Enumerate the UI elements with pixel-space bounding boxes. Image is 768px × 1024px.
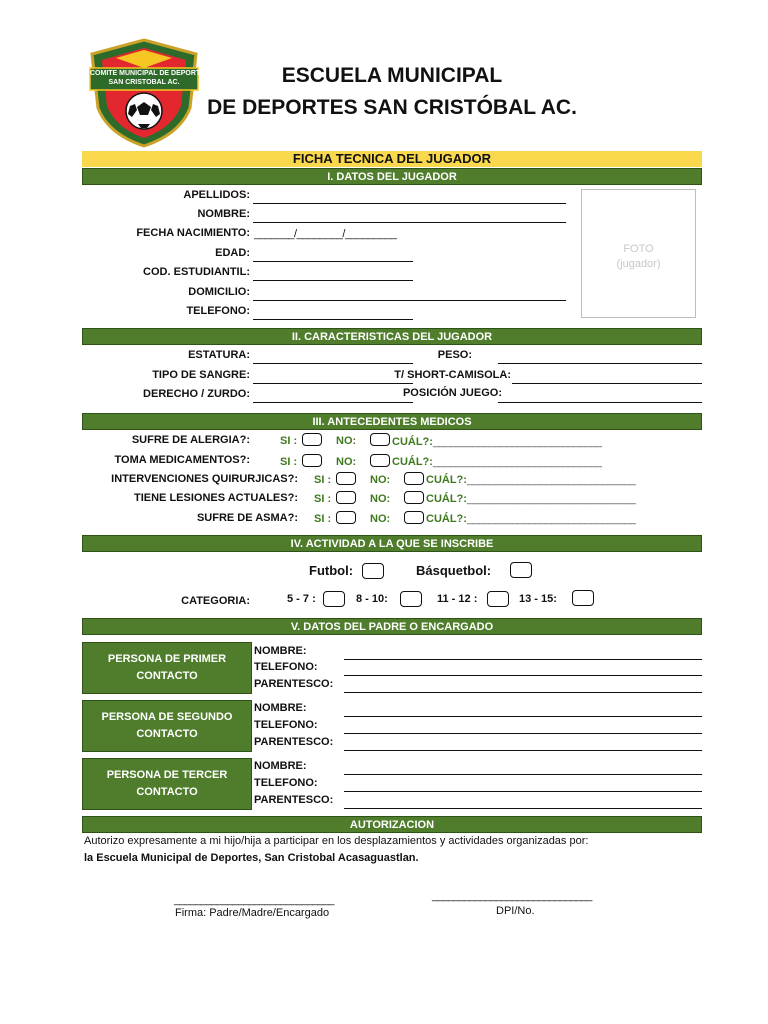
categoria-8-10-label: 8 - 10: — [356, 593, 388, 605]
lesiones-no-label: NO: — [370, 493, 391, 505]
intervenciones-cual-field[interactable]: ______________________________ — [467, 474, 636, 486]
estatura-label: ESTATURA: — [188, 349, 250, 361]
intervenciones-no-checkbox[interactable] — [404, 472, 424, 485]
contact-2-subtitle: CONTACTO — [136, 728, 198, 740]
contact-2-title: PERSONA DE SEGUNDO — [101, 711, 233, 723]
categoria-13-15-label: 13 - 15: — [519, 593, 557, 605]
contact-1-box — [82, 642, 252, 694]
estatura-field[interactable] — [253, 363, 413, 364]
short-camisola-label: T/ SHORT-CAMISOLA: — [394, 369, 511, 381]
photo-box-label: FOTO — [623, 243, 654, 255]
contact-1-subtitle: CONTACTO — [136, 670, 198, 682]
cod-estudiantil-label: COD. ESTUDIANTIL: — [143, 266, 250, 278]
contact-3-title: PERSONA DE TERCER — [106, 769, 228, 781]
dpi-line[interactable]: ______________________________ — [432, 890, 592, 902]
nombre-field[interactable] — [253, 222, 566, 223]
posicion-juego-label: POSICIÓN JUEGO: — [402, 387, 502, 399]
peso-label: PESO: — [437, 349, 472, 361]
alergia-question: SUFRE DE ALERGIA?: — [131, 434, 250, 446]
contact-1-parentesco-label: PARENTESCO: — [254, 678, 334, 690]
telefono-field[interactable] — [253, 319, 413, 320]
autorizacion-institution: la Escuela Municipal de Deportes, San Cristobal Acasaguastlan. — [84, 852, 419, 864]
alergia-no-label: NO: — [336, 435, 357, 447]
categoria-13-15-checkbox[interactable] — [572, 590, 594, 606]
contact-3-telefono-field[interactable] — [344, 791, 702, 792]
contact-3-box — [82, 758, 252, 810]
form-title: FICHA TECNICA DEL JUGADOR — [82, 151, 702, 167]
medicamentos-si-checkbox[interactable] — [302, 454, 322, 467]
categoria-5-7-checkbox[interactable] — [323, 591, 345, 607]
medicamentos-cual-label: CUÁL?: — [392, 456, 433, 468]
peso-field[interactable] — [498, 363, 702, 364]
section-1-heading: I. DATOS DEL JUGADOR — [82, 168, 702, 185]
page-title-line2: DE DEPORTES SAN CRISTÓBAL AC. — [207, 96, 577, 119]
contact-1-telefono-field[interactable] — [344, 675, 702, 676]
medicamentos-no-checkbox[interactable] — [370, 454, 390, 467]
lesiones-si-label: SI : — [314, 493, 332, 505]
contact-2-nombre-label: NOMBRE: — [254, 702, 307, 714]
contact-1-nombre-label: NOMBRE: — [254, 645, 307, 657]
contact-3-subtitle: CONTACTO — [136, 786, 198, 798]
telefono-label: TELEFONO: — [186, 305, 250, 317]
short-camisola-field[interactable] — [512, 383, 702, 384]
intervenciones-cual-label: CUÁL?: — [426, 474, 467, 486]
asma-cual-label: CUÁL?: — [426, 513, 467, 525]
futbol-checkbox[interactable] — [362, 563, 384, 579]
logo-banner-line1: COMITE MUNICIPAL DE DEPORTES — [90, 70, 210, 77]
asma-si-checkbox[interactable] — [336, 511, 356, 524]
contact-2-telefono-field[interactable] — [344, 733, 702, 734]
intervenciones-no-label: NO: — [370, 474, 391, 486]
contact-2-telefono-label: TELEFONO: — [254, 719, 318, 731]
photo-box-sublabel: (jugador) — [616, 258, 661, 270]
alergia-cual-field[interactable]: ______________________________ — [433, 436, 602, 448]
lesiones-si-checkbox[interactable] — [336, 491, 356, 504]
contact-1-parentesco-field[interactable] — [344, 692, 702, 693]
intervenciones-question: INTERVENCIONES QUIRURJICAS?: — [111, 473, 298, 485]
asma-no-checkbox[interactable] — [404, 511, 424, 524]
posicion-juego-field[interactable] — [498, 402, 702, 403]
apellidos-field[interactable] — [253, 203, 566, 204]
contact-2-parentesco-field[interactable] — [344, 750, 702, 751]
fecha-label: FECHA NACIMIENTO: — [136, 227, 250, 239]
contact-1-title: PERSONA DE PRIMER — [107, 653, 227, 665]
logo — [86, 38, 210, 148]
alergia-si-checkbox[interactable] — [302, 433, 322, 446]
tipo-sangre-label: TIPO DE SANGRE: — [152, 369, 250, 381]
alergia-cual-label: CUÁL?: — [392, 436, 433, 448]
alergia-si-label: SI : — [280, 435, 298, 447]
autorizacion-text: Autorizo expresamente a mi hijo/hija a participar en los desplazamientos y actividades organizadas por: — [84, 835, 589, 847]
page-title-line1: ESCUELA MUNICIPAL — [281, 64, 503, 87]
derecho-zurdo-label: DERECHO / ZURDO: — [143, 388, 250, 400]
lesiones-question: TIENE LESIONES ACTUALES?: — [134, 492, 298, 504]
tipo-sangre-field[interactable] — [253, 383, 413, 384]
lesiones-no-checkbox[interactable] — [404, 491, 424, 504]
contact-2-box — [82, 700, 252, 752]
medicamentos-question: TOMA MEDICAMENTOS?: — [114, 454, 250, 466]
lesiones-cual-field[interactable]: ______________________________ — [467, 493, 636, 505]
derecho-zurdo-field[interactable] — [253, 402, 413, 403]
intervenciones-si-label: SI : — [314, 474, 332, 486]
asma-no-label: NO: — [370, 513, 391, 525]
firma-line[interactable]: ______________________________ — [174, 894, 334, 906]
futbol-label: Futbol: — [309, 563, 354, 578]
edad-field[interactable] — [253, 261, 413, 262]
categoria-11-12-checkbox[interactable] — [487, 591, 509, 607]
section-4-heading: IV. ACTIVIDAD A LA QUE SE INSCRIBE — [82, 535, 702, 552]
categoria-11-12-label: 11 - 12 : — [437, 593, 478, 605]
categoria-5-7-label: 5 - 7 : — [287, 593, 316, 605]
photo-box — [581, 189, 696, 318]
nombre-label: NOMBRE: — [197, 208, 250, 220]
section-2-heading: II. CARACTERISTICAS DEL JUGADOR — [82, 328, 702, 345]
contact-3-parentesco-field[interactable] — [344, 808, 702, 809]
basquetbol-label: Básquetbol: — [416, 563, 492, 578]
intervenciones-si-checkbox[interactable] — [336, 472, 356, 485]
logo-banner-line2: SAN CRISTOBAL AC. — [108, 79, 180, 86]
autorizacion-heading: AUTORIZACION — [82, 816, 702, 833]
contact-3-telefono-label: TELEFONO: — [254, 777, 318, 789]
domicilio-field[interactable] — [253, 300, 566, 301]
apellidos-label: APELLIDOS: — [183, 189, 250, 201]
firma-label: Firma: Padre/Madre/Encargado — [175, 907, 330, 919]
categoria-8-10-checkbox[interactable] — [400, 591, 422, 607]
medicamentos-no-label: NO: — [336, 456, 357, 468]
contact-3-parentesco-label: PARENTESCO: — [254, 794, 334, 806]
dpi-label: DPI/No. — [496, 905, 535, 917]
contact-3-nombre-field[interactable] — [344, 774, 702, 775]
asma-question: SUFRE DE ASMA?: — [196, 512, 298, 524]
contact-2-parentesco-label: PARENTESCO: — [254, 736, 334, 748]
section-5-heading: V. DATOS DEL PADRE O ENCARGADO — [82, 618, 702, 635]
asma-cual-field[interactable]: ______________________________ — [467, 513, 636, 525]
lesiones-cual-label: CUÁL?: — [426, 493, 467, 505]
section-3-heading: III. ANTECEDENTES MEDICOS — [82, 413, 702, 430]
contact-3-nombre-label: NOMBRE: — [254, 760, 307, 772]
cod-estudiantil-field[interactable] — [253, 280, 413, 281]
asma-si-label: SI : — [314, 513, 332, 525]
contact-2-nombre-field[interactable] — [344, 716, 702, 717]
medicamentos-cual-field[interactable]: ______________________________ — [433, 456, 602, 468]
alergia-no-checkbox[interactable] — [370, 433, 390, 446]
contact-1-nombre-field[interactable] — [344, 659, 702, 660]
fecha-field[interactable]: _______/________/_________ — [254, 228, 397, 240]
edad-label: EDAD: — [215, 247, 250, 259]
medicamentos-si-label: SI : — [280, 456, 298, 468]
categoria-label: CATEGORIA: — [181, 595, 250, 607]
basquetbol-checkbox[interactable] — [510, 562, 532, 578]
domicilio-label: DOMICILIO: — [188, 286, 250, 298]
contact-1-telefono-label: TELEFONO: — [254, 661, 318, 673]
